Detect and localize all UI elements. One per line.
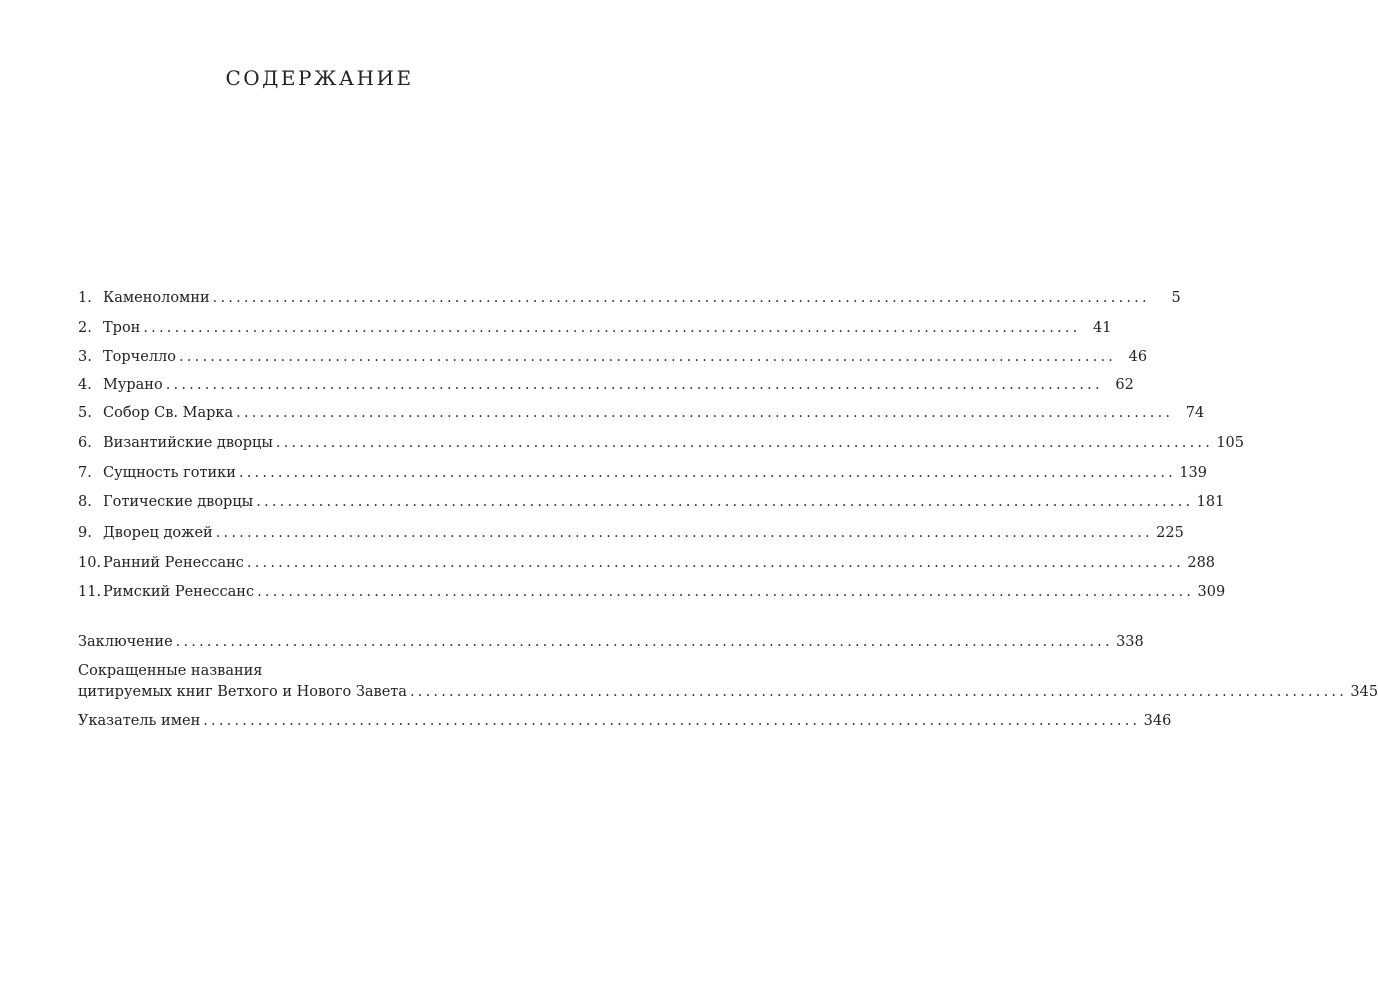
entry-title: Готические дворцы: [103, 494, 254, 510]
dot-leader: ........................................................................................................................: [275, 435, 1214, 451]
dot-leader: ........................................................................................................................: [257, 584, 1195, 600]
toc-entry[interactable]: [78, 523, 1184, 543]
entry-title: Римский Ренессанс: [103, 584, 255, 600]
entry-title: Торчелло: [103, 349, 177, 365]
dot-leader: ........................................................................................................................: [238, 465, 1176, 481]
dot-leader: ........................................................................................................................: [143, 320, 1081, 336]
page-number: 346: [1143, 713, 1172, 729]
dot-leader: ........................................................................................................................: [165, 377, 1103, 393]
entry-title: Собор Св. Марка: [103, 405, 234, 421]
entry-title: Ранний Ренессанс: [103, 555, 244, 571]
toc-entry[interactable]: [78, 553, 1216, 573]
page-number: 345: [1350, 684, 1378, 700]
entry-title: Каменоломни: [103, 290, 210, 306]
entry-title: Заключение: [78, 634, 173, 650]
page-number: 309: [1197, 584, 1226, 600]
page-number: 288: [1187, 555, 1216, 571]
dot-leader: ........................................................................................................................: [203, 713, 1141, 729]
toc-entry[interactable]: [78, 347, 1148, 367]
chapter-number: 5.: [78, 405, 92, 421]
toc-entry[interactable]: [78, 403, 1205, 423]
page-number: 41: [1093, 320, 1112, 336]
chapter-number: 4.: [78, 377, 92, 393]
chapter-number: 7.: [78, 465, 92, 481]
page-title: СОДЕРЖАНИЕ: [225, 66, 414, 90]
entry-title: Сущность готики: [103, 465, 236, 481]
toc-entry[interactable]: [78, 433, 1245, 453]
chapter-number: 3.: [78, 349, 92, 365]
page-number: 74: [1185, 405, 1205, 421]
page-number: 225: [1156, 525, 1184, 541]
page-number: 5: [1171, 290, 1181, 306]
entry-title-line1: Сокращенные названия: [78, 663, 263, 679]
toc-entry[interactable]: [78, 711, 1172, 731]
dot-leader: ........................................................................................................................: [409, 684, 1348, 700]
toc-entry[interactable]: [78, 682, 1378, 702]
dot-leader: ........................................................................................................................: [215, 525, 1153, 541]
chapter-number: 9.: [78, 525, 92, 541]
chapter-number: 2.: [78, 320, 92, 336]
entry-title: Трон: [103, 320, 141, 336]
chapter-number: 10.: [78, 555, 102, 571]
dot-leader: ........................................................................................................................: [256, 494, 1194, 510]
page-number: 338: [1116, 634, 1144, 650]
dot-leader: ........................................................................................................................: [246, 555, 1185, 571]
page-number: 139: [1179, 465, 1207, 481]
entry-title: Дворец дожей: [103, 525, 213, 541]
page-number: 105: [1216, 435, 1245, 451]
page-number: 181: [1196, 494, 1225, 510]
toc-entry[interactable]: [78, 318, 1112, 338]
entry-title: цитируемых книг Ветхого и Нового Завета: [78, 684, 407, 700]
chapter-number: 6.: [78, 435, 92, 451]
dot-leader: ........................................................................................................................: [212, 290, 1150, 306]
chapter-number: 8.: [78, 494, 92, 510]
toc-entry[interactable]: [78, 463, 1207, 483]
chapter-number: 1.: [78, 290, 92, 306]
entry-title: Указатель имен: [78, 713, 201, 729]
dot-leader: ........................................................................................................................: [179, 349, 1117, 365]
toc-entry[interactable]: [78, 375, 1134, 395]
toc-entry[interactable]: [78, 582, 1226, 602]
page-number: 62: [1115, 377, 1134, 393]
toc-entry[interactable]: [78, 288, 1181, 308]
chapter-number: 11.: [78, 584, 102, 600]
dot-leader: ........................................................................................................................: [175, 634, 1113, 650]
page-number: 46: [1128, 349, 1148, 365]
toc-entry[interactable]: [78, 632, 1144, 652]
entry-title: Мурано: [103, 377, 163, 393]
entry-title: Византийские дворцы: [103, 435, 273, 451]
dot-leader: ........................................................................................................................: [236, 405, 1174, 421]
toc-entry[interactable]: [78, 492, 1225, 512]
